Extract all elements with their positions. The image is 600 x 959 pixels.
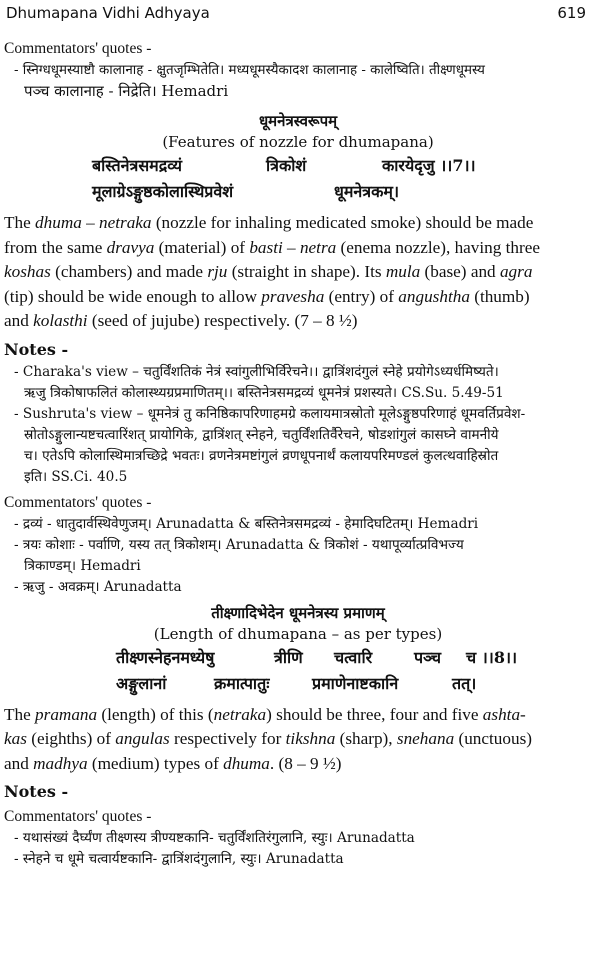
verse-part: बस्तिनेत्रसमद्रव्यं	[92, 156, 182, 175]
note-line: ऋजु त्रिकोषाफलितं कोलास्थ्यग्रप्रमाणितम्।। बस्तिनेत्रसमद्रव्यं धूमनेत्रं प्रशस्यते। CS.Su. 5.49-51	[24, 384, 504, 401]
section-title-sanskrit: तीक्ष्णादिभेदेन धूमनेत्रस्य प्रमाणम्	[211, 603, 385, 622]
verse-part: तत्।	[452, 673, 477, 693]
verse-line	[4, 645, 592, 671]
verse-part: कारयेदृजु ।।7।।	[382, 156, 476, 175]
commentators-quotes-heading: Commentators' quotes -	[4, 493, 152, 511]
section-subtitle: (Features of nozzle for dhumapana)	[162, 133, 434, 151]
commentators-quotes-heading: Commentators' quotes -	[4, 40, 152, 57]
quote-line: - स्निग्धधूमस्याष्टौ कालानाह - क्षुतजृम्भितेति। मध्यधूमस्यैकादश कालानाह - कालेष्विति। तीक्ष्णधूमस्य	[14, 63, 485, 78]
section-subtitle: (Length of dhumapana – as per types)	[153, 624, 443, 643]
verse-part: चत्वारि	[334, 647, 373, 667]
chapter-title: Dhumapana Vidhi Adhyaya	[6, 4, 210, 22]
translation-paragraph: The pramana (length) of this (netraka) should be three, four and five ashta- kas (eighths) of angulas respectively for tikshna (sharp), snehana (unctuous) and madhya (medium) types of dhuma. (8 – 9 ½)	[4, 704, 532, 773]
note-line: - Charaka's view – चतुर्विंशतिकं नेत्रं स्वांगुलीभिर्विरेचने।। द्वात्रिंशदंगुलं स्नेहे प्रयोगेऽध्यर्धमिष्यते।	[14, 363, 499, 380]
section-title-sanskrit: धूमनेत्रस्वरूपम्	[258, 112, 338, 130]
quote-line: - त्रयः कोशाः - पर्वाणि, यस्य तत् त्रिकोशम्। Arunadatta & त्रिकोशं - यथापूर्व्यात्प्रविभज्य	[14, 536, 464, 553]
verse-part: त्रीणि	[274, 647, 303, 667]
page-number: 619	[557, 4, 586, 22]
verse-part: धूमनेत्रकम्।	[334, 182, 400, 201]
note-line: - Sushruta's view – धूमनेत्रं तु कनिष्ठिकापरिणाहमग्रे कलायमात्रस्रोतो मूलेऽङ्गुष्ठपरिणाहं धूमवर्तिप्रवेश-	[14, 405, 526, 422]
verse-line	[4, 671, 592, 697]
note-line: इति। SS.Ci. 40.5	[24, 468, 128, 485]
note-line: स्रोतोऽङ्गुलान्यष्टचत्वारिंशत् प्रायोगिके, द्वात्रिंशत् स्नेहने, चतुर्विंशतिर्वैरेचने, षोडशांगुलं कासघ्ने वामनीये	[24, 426, 499, 443]
verse-part: पञ्च	[414, 647, 442, 667]
verse-part: च ।।8।।	[466, 647, 518, 667]
quote-line: - द्रव्यं - धातुदार्वस्थिवेणुजम्। Arunadatta & बस्तिनेत्रसमद्रव्यं - हेमादिघटितम्। Hemadri	[14, 515, 479, 532]
commentators-quotes-heading: Commentators' quotes -	[4, 808, 152, 825]
running-header	[6, 4, 586, 28]
verse-line	[4, 179, 592, 205]
verse-part: तीक्ष्णस्नेहनमध्येषु	[116, 647, 215, 667]
notes-heading: Notes -	[4, 339, 69, 359]
notes-heading: Notes -	[4, 782, 69, 801]
quote-line: - स्नेहने च धूमे चत्वार्यष्टकानि- द्वात्रिंशदंगुलानि, स्युः। Arunadatta	[14, 851, 344, 867]
translation-paragraph: The dhuma – netraka (nozzle for inhaling medicated smoke) should be made from the same dravya (material) of basti – netra (enema nozzle), having three koshas (chambers) and made rju (straight in shape). Its mula (base) and agra (tip) should be wide enough to allow pravesha (entry) of angushtha (thumb) and kolasthi (seed of jujube) respectively. (7 – 8 ½)	[4, 213, 540, 330]
verse-part: मूलाग्रेऽङ्गुष्ठकोलास्थिप्रवेशं	[92, 182, 234, 201]
quote-line: - यथासंख्यं दैर्घ्यंण तीक्ष्णस्य त्रीण्यष्टकानि- चतुर्विंशतिरंगुलानि, स्युः। Arunadatta	[14, 830, 415, 846]
verse-part: अङ्गुलानां	[116, 673, 167, 693]
verse-line	[4, 153, 592, 179]
page-body	[4, 36, 592, 870]
quote-line: पञ्च कालानाह - निद्रेति। Hemadri	[24, 82, 229, 100]
quote-line: - ऋजु - अवक्रम्। Arunadatta	[14, 578, 182, 595]
note-line: च। एतेऽपि कोलास्थिमात्रच्छिद्रे भवतः। व्रणनेत्रमष्टांगुलं व्रणधूपनार्थं कलायपरिमण्डलं कुलत्थवाहिस्रोत	[24, 447, 499, 464]
verse-part: प्रमाणेनाष्टकानि	[312, 673, 399, 693]
verse-part: क्रमात्पातुः	[214, 673, 270, 693]
verse-part: त्रिकोशं	[266, 156, 307, 175]
quote-line: त्रिकाण्डम्। Hemadri	[24, 557, 141, 574]
